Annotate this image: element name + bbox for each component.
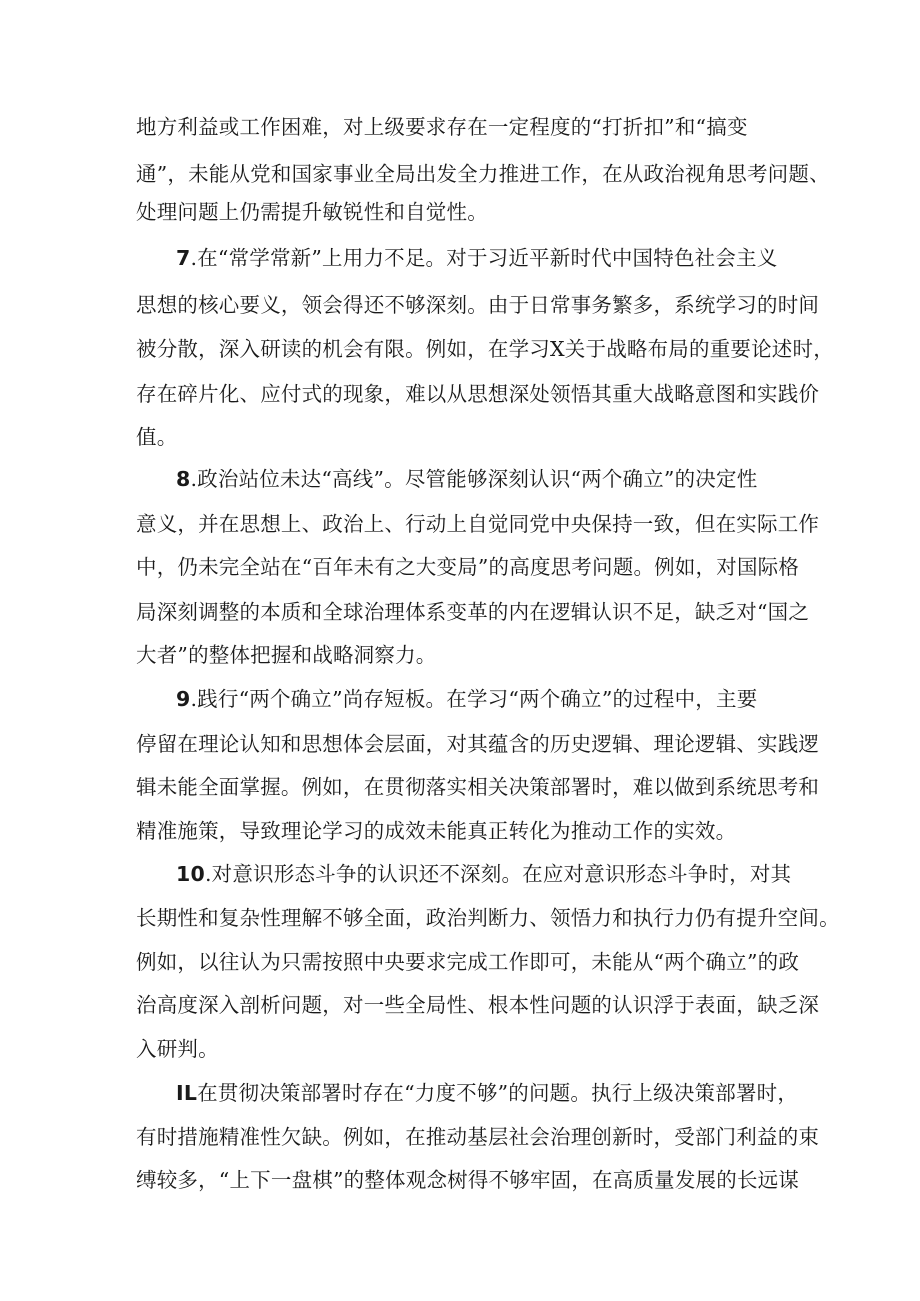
paragraph-first-line <box>176 684 757 714</box>
paragraph-line: 精准施策，导致理论学习的成效未能真正转化为推动工作的实效。 <box>136 819 737 843</box>
paragraph-line-text: .对意识形态斗争的认识还不深刻。在应对意识形态斗争时，对其 <box>204 862 792 886</box>
paragraph-line: 有时措施精准性欠缺。例如，在推动基层社会治理创新时，受部门利益的束 <box>136 1125 820 1149</box>
paragraph-line: 停留在理论认知和思想体会层面，对其蕴含的历史逻辑、理论逻辑、实践逻 <box>136 732 820 756</box>
paragraph-line-text: 在贯彻决策部署时存在“力度不够”的问题。执行上级决策部署时， <box>197 1081 799 1105</box>
paragraph-number: IL <box>176 1081 198 1105</box>
paragraph-line: 意义，并在思想上、政治上、行动上自觉同党中央保持一致，但在实际工作 <box>136 512 820 536</box>
paragraph-line: 长期性和复杂性理解不够全面，政治判断力、领悟力和执行力仍有提升空间。 <box>136 906 840 930</box>
paragraph-first-line <box>176 1078 798 1108</box>
paragraph-line: 缚较多，“上下一盘棋”的整体观念树得不够牢固，在高质量发展的长远谋 <box>136 1168 800 1192</box>
paragraph-line: 地方利益或工作困难，对上级要求存在一定程度的“打折扣”和“搞变 <box>136 115 748 139</box>
paragraph-number: 10 <box>176 862 205 886</box>
paragraph-first-line <box>176 464 757 494</box>
paragraph-line: 入研判。 <box>136 1037 219 1061</box>
paragraph-line: 被分散，深入研读的机会有限。例如，在学习X关于战略布局的重要论述时， <box>136 337 834 361</box>
paragraph-number: 8 <box>176 467 191 491</box>
paragraph-line: 通”，未能从党和国家事业全局出发全力推进工作，在从政治视角思考问题、 <box>136 162 830 186</box>
paragraph-line: 治高度深入剖析问题，对一些全局性、根本性问题的认识浮于表面，缺乏深 <box>136 993 820 1017</box>
paragraph-number: 9 <box>176 687 191 711</box>
paragraph-line-text: .在“常学常新”上用力不足。对于习近平新时代中国特色社会主义 <box>190 246 778 270</box>
paragraph-first-line <box>176 243 777 273</box>
paragraph-line: 处理问题上仍需提升敏锐性和自觉性。 <box>136 200 488 224</box>
paragraph-line-text: .践行“两个确立”尚存短板。在学习“两个确立”的过程中，主要 <box>190 687 758 711</box>
paragraph-line-text: .政治站位未达“高线”。尽管能够深刻认识“两个确立”的决定性 <box>190 467 758 491</box>
paragraph-line: 中，仍未完全站在“百年未有之大变局”的高度思考问题。例如，对国际格 <box>136 555 800 579</box>
paragraph-line: 局深刻调整的本质和全球治理体系变革的内在逻辑认识不足，缺乏对“国之 <box>136 600 810 624</box>
paragraph-line: 思想的核心要义，领会得还不够深刻。由于日常事务繁多，系统学习的时间 <box>136 293 820 317</box>
paragraph-line: 值。 <box>136 425 178 449</box>
paragraph-line: 大者”的整体把握和战略洞察力。 <box>136 643 437 667</box>
paragraph-line: 例如，以往认为只需按照中央要求完成工作即可，未能从“两个确立”的政 <box>136 950 800 974</box>
paragraph-number: 7 <box>176 246 191 270</box>
paragraph-line: 存在碎片化、应付式的现象，难以从思想深处领悟其重大战略意图和实践价 <box>136 382 820 406</box>
paragraph-line: 辑未能全面掌握。例如，在贯彻落实相关决策部署时，难以做到系统思考和 <box>136 775 820 799</box>
paragraph-first-line <box>176 859 791 889</box>
